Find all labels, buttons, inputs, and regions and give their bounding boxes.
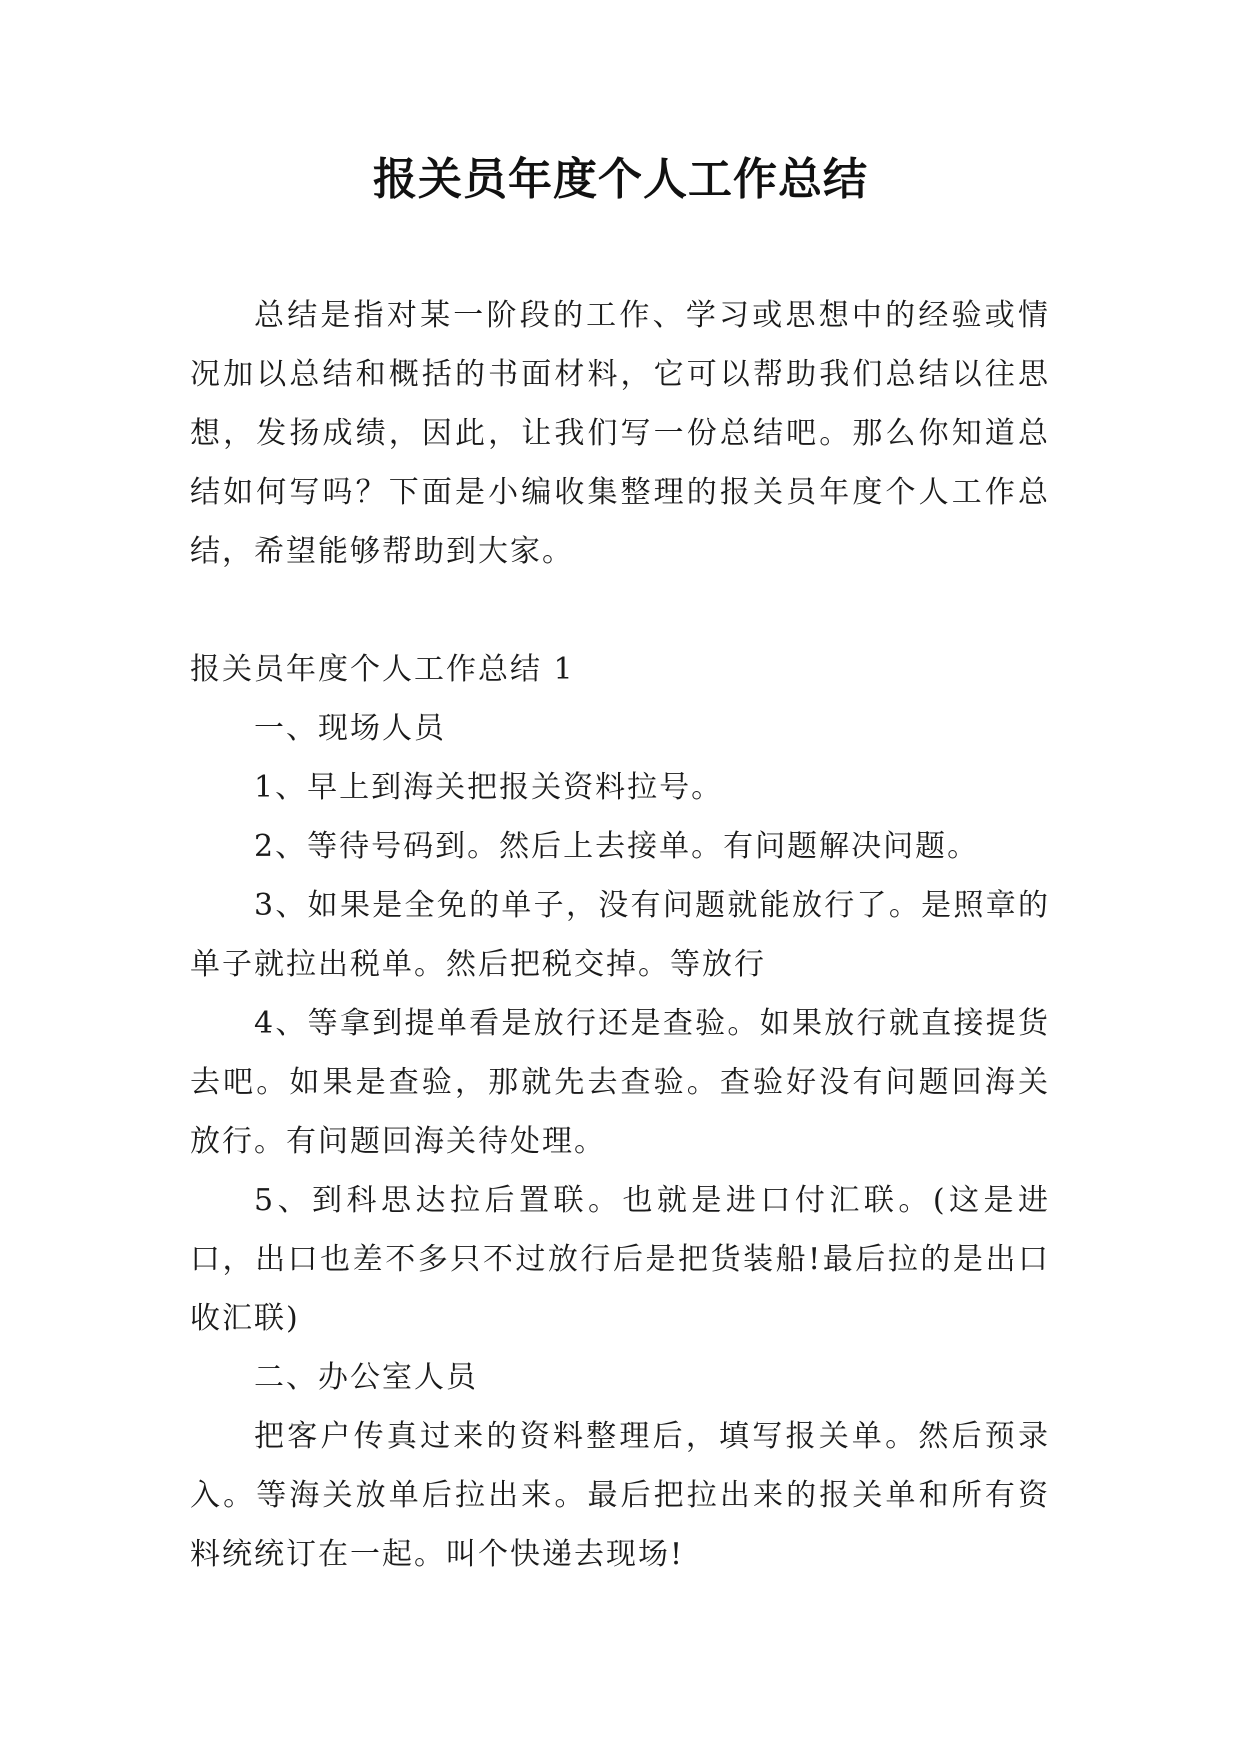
intro-paragraph: 总结是指对某一阶段的工作、学习或思想中的经验或情况加以总结和概括的书面材料，它可以帮助我们总结以往思想，发扬成绩，因此，让我们写一份总结吧。那么你知道总结如何写吗？下面是小编收集整理的报关员年度个人工作总结，希望能够帮助到大家。 <box>190 298 1050 569</box>
part2-heading: 二、办公室人员 <box>254 1360 478 1395</box>
step-2: 2、等待号码到。然后上去接单。有问题解决问题。 <box>254 829 980 864</box>
part1-heading: 一、现场人员 <box>254 711 446 746</box>
part2-paragraph: 把客户传真过来的资料整理后，填写报关单。然后预录入。等海关放单后拉出来。最后把拉出来的报关单和所有资料统统订在一起。叫个快递去现场! <box>190 1419 1050 1572</box>
step-1: 1、早上到海关把报关资料拉号。 <box>254 770 724 805</box>
section-heading: 报关员年度个人工作总结 1 <box>190 652 575 687</box>
step-5: 5、到科思达拉后置联。也就是进口付汇联。(这是进口，出口也差不多只不过放行后是把货装船!最后拉的是出口收汇联) <box>190 1183 1050 1336</box>
step-4: 4、等拿到提单看是放行还是查验。如果放行就直接提货去吧。如果是查验，那就先去查验。查验好没有问题回海关放行。有问题回海关待处理。 <box>190 1006 1050 1159</box>
step-3: 3、如果是全免的单子，没有问题就能放行了。是照章的单子就拉出税单。然后把税交掉。等放行 <box>190 888 1050 982</box>
document-body <box>190 286 1050 1584</box>
document-title: 报关员年度个人工作总结 <box>373 154 868 205</box>
